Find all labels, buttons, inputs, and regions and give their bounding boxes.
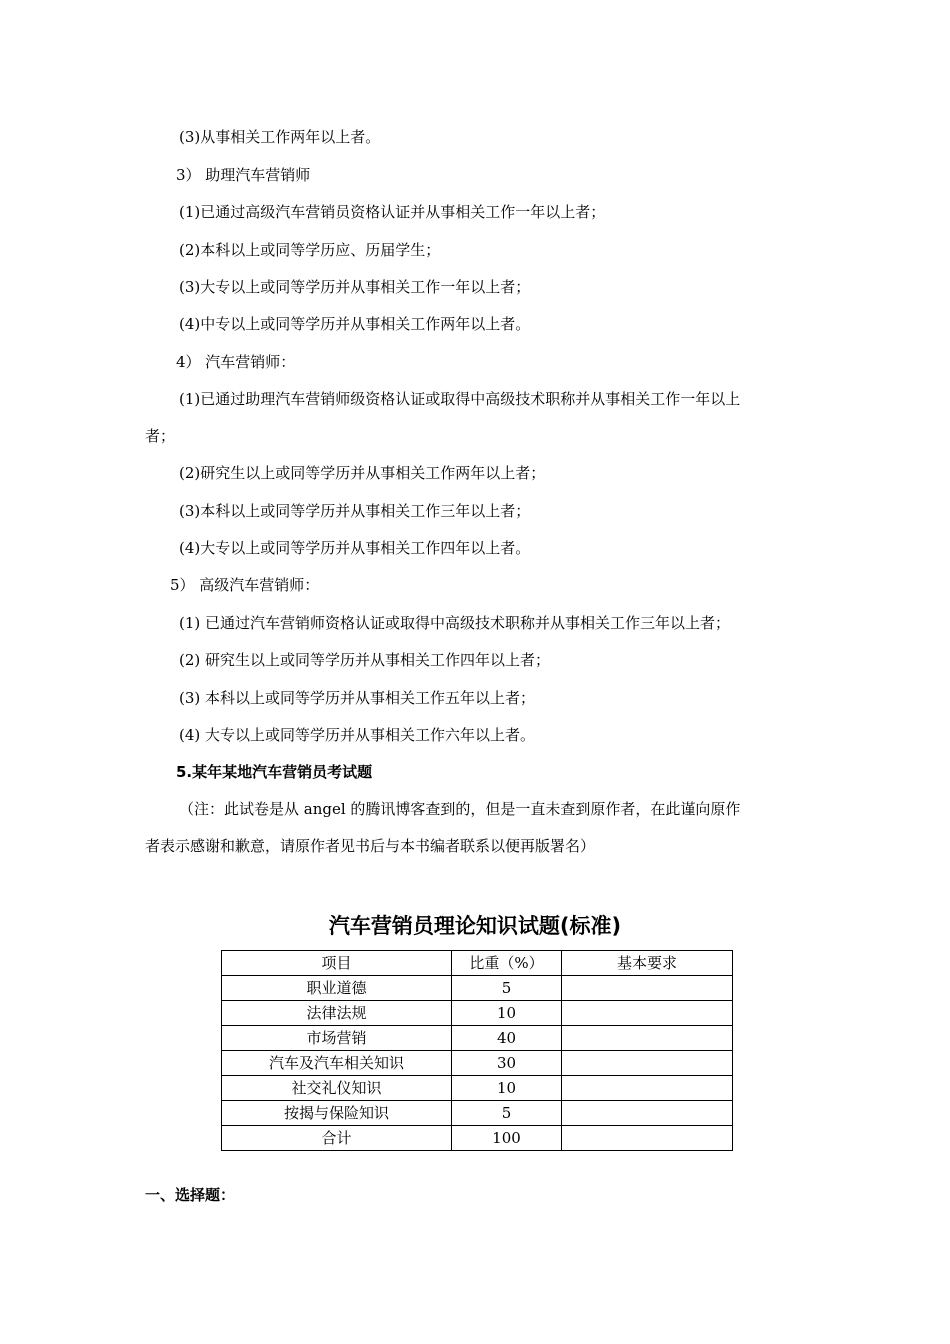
- text-line: (3)本科以上或同等学历并从事相关工作三年以上者；: [179, 502, 531, 520]
- table-cell: [562, 1001, 733, 1026]
- text-line: (2)本科以上或同等学历应、历届学生；: [179, 241, 441, 259]
- table-cell: 法律法规: [222, 1001, 452, 1026]
- section-heading: 一、选择题：: [145, 1186, 236, 1204]
- table-title: 汽车营销员理论知识试题(标准): [328, 914, 622, 938]
- text-line: 5） 高级汽车营销师：: [170, 576, 320, 594]
- table-cell: 社交礼仪知识: [222, 1076, 452, 1101]
- table-header: 比重（%）: [452, 951, 562, 976]
- table-row: [222, 1026, 733, 1051]
- text-line: (3)大专以上或同等学历并从事相关工作一年以上者；: [179, 278, 531, 296]
- table-total-row: [222, 1126, 733, 1151]
- table-row: [222, 1101, 733, 1126]
- text-line: (2)研究生以上或同等学历并从事相关工作两年以上者；: [179, 464, 546, 482]
- note-line: （注：此试卷是从 angel 的腾讯博客查到的，但是一直未查到原作者，在此谨向原作: [179, 800, 741, 818]
- table-cell: [562, 1101, 733, 1126]
- table-cell: 100: [452, 1126, 562, 1151]
- text-line: (2) 研究生以上或同等学历并从事相关工作四年以上者；: [179, 651, 551, 669]
- text-line: (3) 本科以上或同等学历并从事相关工作五年以上者；: [179, 689, 536, 707]
- table-row: [222, 1051, 733, 1076]
- table-cell: [562, 1126, 733, 1151]
- text-line: 4） 汽车营销师：: [176, 353, 296, 371]
- text-line: (1)已通过高级汽车营销员资格认证并从事相关工作一年以上者；: [179, 203, 606, 221]
- table-header: 基本要求: [562, 951, 733, 976]
- table-cell: [562, 1026, 733, 1051]
- text-line: (3)从事相关工作两年以上者。: [179, 128, 381, 146]
- table-cell: 10: [452, 1001, 562, 1026]
- table-cell: 10: [452, 1076, 562, 1101]
- table-cell: 职业道德: [222, 976, 452, 1001]
- table-cell: [562, 1051, 733, 1076]
- table-row: [222, 1076, 733, 1101]
- text-line: (4)中专以上或同等学历并从事相关工作两年以上者。: [179, 315, 531, 333]
- table-cell: 30: [452, 1051, 562, 1076]
- table-header-row: [222, 951, 733, 976]
- table-cell: 5: [452, 976, 562, 1001]
- table-cell: 合计: [222, 1126, 452, 1151]
- section-title: 5.某年某地汽车营销员考试题: [176, 763, 373, 781]
- table-cell: 40: [452, 1026, 562, 1051]
- exam-weight-table: [221, 950, 733, 1151]
- table-row: [222, 976, 733, 1001]
- text-line: 者；: [145, 427, 176, 445]
- table-cell: 汽车及汽车相关知识: [222, 1051, 452, 1076]
- table-row: [222, 1001, 733, 1026]
- table-cell: 市场营销: [222, 1026, 452, 1051]
- table-cell: 按揭与保险知识: [222, 1101, 452, 1126]
- text-line: (4)大专以上或同等学历并从事相关工作四年以上者。: [179, 539, 531, 557]
- text-line: (4) 大专以上或同等学历并从事相关工作六年以上者。: [179, 726, 536, 744]
- text-line: 3） 助理汽车营销师: [176, 166, 311, 184]
- table-header: 项目: [222, 951, 452, 976]
- table-cell: [562, 976, 733, 1001]
- table-cell: [562, 1076, 733, 1101]
- table-cell: 5: [452, 1101, 562, 1126]
- text-line: (1) 已通过汽车营销师资格认证或取得中高级技术职称并从事相关工作三年以上者；: [179, 614, 731, 632]
- text-line: (1)已通过助理汽车营销师级资格认证或取得中高级技术职称并从事相关工作一年以上: [179, 390, 741, 408]
- note-line: 者表示感谢和歉意，请原作者见书后与本书编者联系以便再版署名）: [145, 837, 596, 855]
